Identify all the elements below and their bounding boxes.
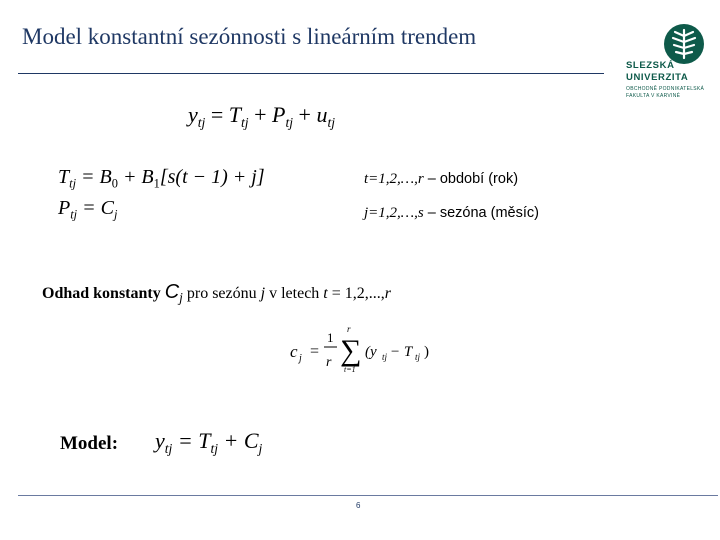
logo-line-4: FAKULTA V KARVINÉ [626, 93, 681, 99]
estimate-description: Odhad konstanty $C_j$ pro sezónu j v letech t = 1,2,...,r [42, 281, 392, 306]
svg-text:r: r [326, 355, 332, 370]
note-season: j=1,2,…,s – sezóna (měsíc) [364, 205, 539, 221]
svg-text:r: r [347, 326, 351, 334]
svg-text:tj: tj [382, 352, 388, 362]
note-period: t=1,2,…,r – období (rok) [364, 171, 519, 187]
svg-text:− T: − T [390, 344, 413, 360]
constant-estimate-formula [290, 326, 440, 376]
svg-text:): ) [424, 344, 429, 360]
slide-title: Model konstantní sezónnosti s lineárním trendem [22, 24, 477, 49]
footer-divider [18, 495, 718, 496]
svg-text:t=1: t=1 [344, 365, 356, 374]
main-equation: $y_{tj} = T_{tj} + P_{tj} + u_{tj}$ [188, 102, 336, 130]
title-divider [18, 73, 604, 74]
model-equation: $y_{tj} = T_{tj} + C_j$ [155, 428, 263, 456]
svg-text:c: c [290, 342, 298, 361]
trend-equation: $T_{tj} = B_0 + B_1[s(t - 1) + j]$ [58, 166, 265, 191]
season-equation: $P_{tj} = C_j$ [58, 197, 118, 222]
svg-text:∑: ∑ [340, 334, 362, 367]
svg-text:(y: (y [365, 344, 377, 360]
svg-text:=: = [310, 343, 320, 360]
logo-line-3: OBCHODNĚ PODNIKATELSKÁ [626, 86, 705, 92]
model-label: Model: [60, 433, 119, 454]
page-number: 6 [356, 501, 361, 510]
svg-text:1: 1 [327, 330, 334, 345]
svg-text:j: j [299, 353, 302, 364]
university-logo [622, 22, 714, 108]
svg-text:tj: tj [415, 352, 421, 362]
logo-line-2: UNIVERZITA [626, 72, 689, 83]
logo-line-1: SLEZSKÁ [626, 60, 675, 71]
